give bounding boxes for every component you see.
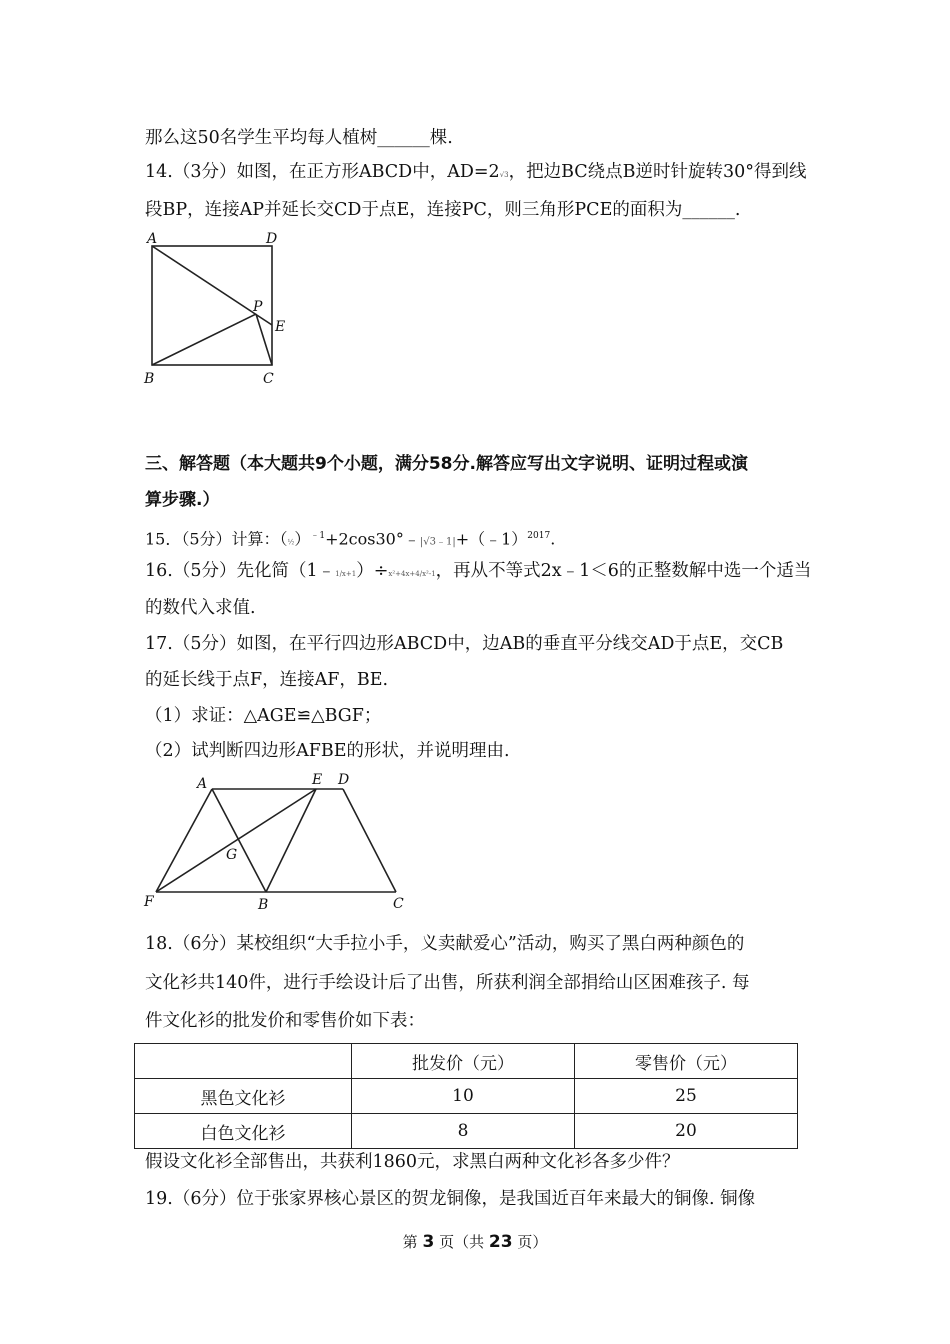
q16-line-1: [145, 559, 811, 586]
footer-mid: 页（共: [439, 1233, 485, 1251]
fraction-1: 1/x+1: [335, 570, 357, 578]
q18-line-1: [145, 932, 744, 956]
q17-line-2: [145, 668, 388, 692]
page-number: 3: [422, 1232, 435, 1252]
q15-text-3: +（﹣1）: [455, 529, 528, 549]
section-3-text-2: 算步骤.）: [145, 490, 220, 510]
section-3-heading: [145, 452, 748, 476]
footer-post: 页）: [517, 1233, 548, 1251]
q17-part-1: （1）求证：△AGE≌△BGF；: [145, 706, 382, 726]
table-header-row: [135, 1044, 798, 1079]
absolute-value: |√3﹣1|: [419, 536, 456, 548]
side-ab: [212, 789, 266, 892]
q16-text-3: 的数代入求值.: [145, 598, 256, 618]
label-b: B: [144, 371, 155, 387]
q16-text-2: ，再从不等式2x﹣1＜6的正整数解中选一个适当: [435, 561, 812, 581]
q15-paren: ）: [294, 529, 311, 549]
q18-line-3: [145, 1009, 425, 1033]
label-f: F: [144, 894, 154, 910]
header-cell: 零售价（元）: [575, 1044, 798, 1079]
q14-line-2: [145, 198, 740, 222]
label-e: E: [275, 319, 286, 335]
exponent: ﹣1: [310, 531, 326, 541]
q16-text: 16.（5分）先化简（1﹣: [145, 561, 336, 581]
fraction-half: ½: [287, 538, 295, 547]
label-c: C: [393, 896, 404, 912]
line-bp: [152, 314, 256, 365]
q18-line-2: [145, 971, 750, 995]
q15-period: .: [550, 529, 556, 549]
q16-div: ）÷: [356, 561, 389, 581]
section-3-text: 三、解答题（本大题共9个小题，满分58分.解答应写出文字说明、证明过程或演: [145, 454, 748, 474]
label-a: A: [197, 776, 208, 792]
label-d: D: [338, 772, 350, 788]
q15-text: 15．（5分）计算：（: [145, 529, 288, 549]
q17-line-1: [145, 632, 783, 656]
price-table: [134, 1043, 798, 1149]
line-pc: [256, 314, 272, 365]
q14-line-1: [145, 160, 807, 187]
table-row: [135, 1114, 798, 1149]
q17-text: 17.（5分）如图，在平行四边形ABCD中，边AB的垂直平分线交AD于点E，交CB: [145, 634, 784, 654]
side-dc: [343, 789, 396, 892]
q14-text: 14.（3分）如图，在正方形ABCD中，AD=2: [145, 162, 500, 182]
q18-text-2: 文化衫共140件，进行手绘设计后了出售，所获利润全部捐给山区困难孩子. 每: [145, 973, 750, 993]
label-e: E: [312, 772, 323, 788]
table-cell: 25: [575, 1079, 798, 1114]
footer-pre: 第: [402, 1233, 418, 1251]
table-row: [135, 1079, 798, 1114]
q17-text-2: 的延长线于点F，连接AF，BE.: [145, 670, 389, 690]
page-footer: [0, 1231, 950, 1252]
figure-square-abcd: [140, 228, 300, 393]
exponent-2017: 2017: [527, 531, 551, 541]
q14-text-3: 段BP，连接AP并延长交CD于点E，连接PC，则三角形PCE的面积为______.: [145, 200, 741, 220]
table-cell: 8: [352, 1114, 575, 1149]
q15-line: [145, 524, 555, 554]
label-a: A: [147, 231, 158, 247]
q18-text: 18.（6分）某校组织“大手拉小手，义卖献爱心”活动，购买了黑白两种颜色的: [145, 934, 745, 954]
q14-text-2: ，把边BC绕点B逆时针旋转30°得到线: [508, 162, 807, 182]
table-cell: 10: [352, 1079, 575, 1114]
total-pages: 23: [488, 1232, 513, 1252]
header-cell: [135, 1044, 352, 1079]
q18-line-4: [145, 1150, 680, 1174]
q19-text: 19.（6分）位于张家界核心景区的贺龙铜像，是我国近百年来最大的铜像. 铜像: [145, 1189, 756, 1209]
q15-text-2: +2cos30°﹣: [325, 529, 420, 549]
header-cell: 批发价（元）: [352, 1044, 575, 1079]
q17-part-2: （2）试判断四边形AFBE的形状，并说明理由.: [145, 741, 510, 761]
section-3-heading-2: [145, 488, 219, 512]
table-cell: 白色文化衫: [135, 1114, 352, 1149]
q18-text-4: 假设文化衫全部售出，共获利1860元，求黑白两种文化衫各多少件？: [145, 1152, 680, 1172]
line-fe: [156, 789, 316, 892]
q16-line-2: [145, 596, 256, 620]
line-af: [156, 789, 212, 892]
label-d: D: [266, 231, 278, 247]
figure-parallelogram: [138, 768, 413, 918]
q17-line-4: [145, 739, 510, 763]
text-line: [145, 126, 453, 150]
q13-continuation: 那么这50名学生平均每人植树______棵.: [145, 128, 453, 148]
label-g: G: [226, 847, 238, 863]
sqrt-symbol: √3: [499, 171, 509, 179]
label-b: B: [258, 897, 269, 913]
label-c: C: [263, 371, 274, 387]
table-cell: 黑色文化衫: [135, 1079, 352, 1114]
q17-line-3: [145, 704, 381, 728]
fraction-2: x²+4x+4/x²-1: [388, 570, 436, 578]
table-cell: 20: [575, 1114, 798, 1149]
q18-text-3: 件文化衫的批发价和零售价如下表：: [145, 1011, 425, 1031]
label-p: P: [253, 299, 263, 315]
q19-line-1: [145, 1187, 755, 1211]
